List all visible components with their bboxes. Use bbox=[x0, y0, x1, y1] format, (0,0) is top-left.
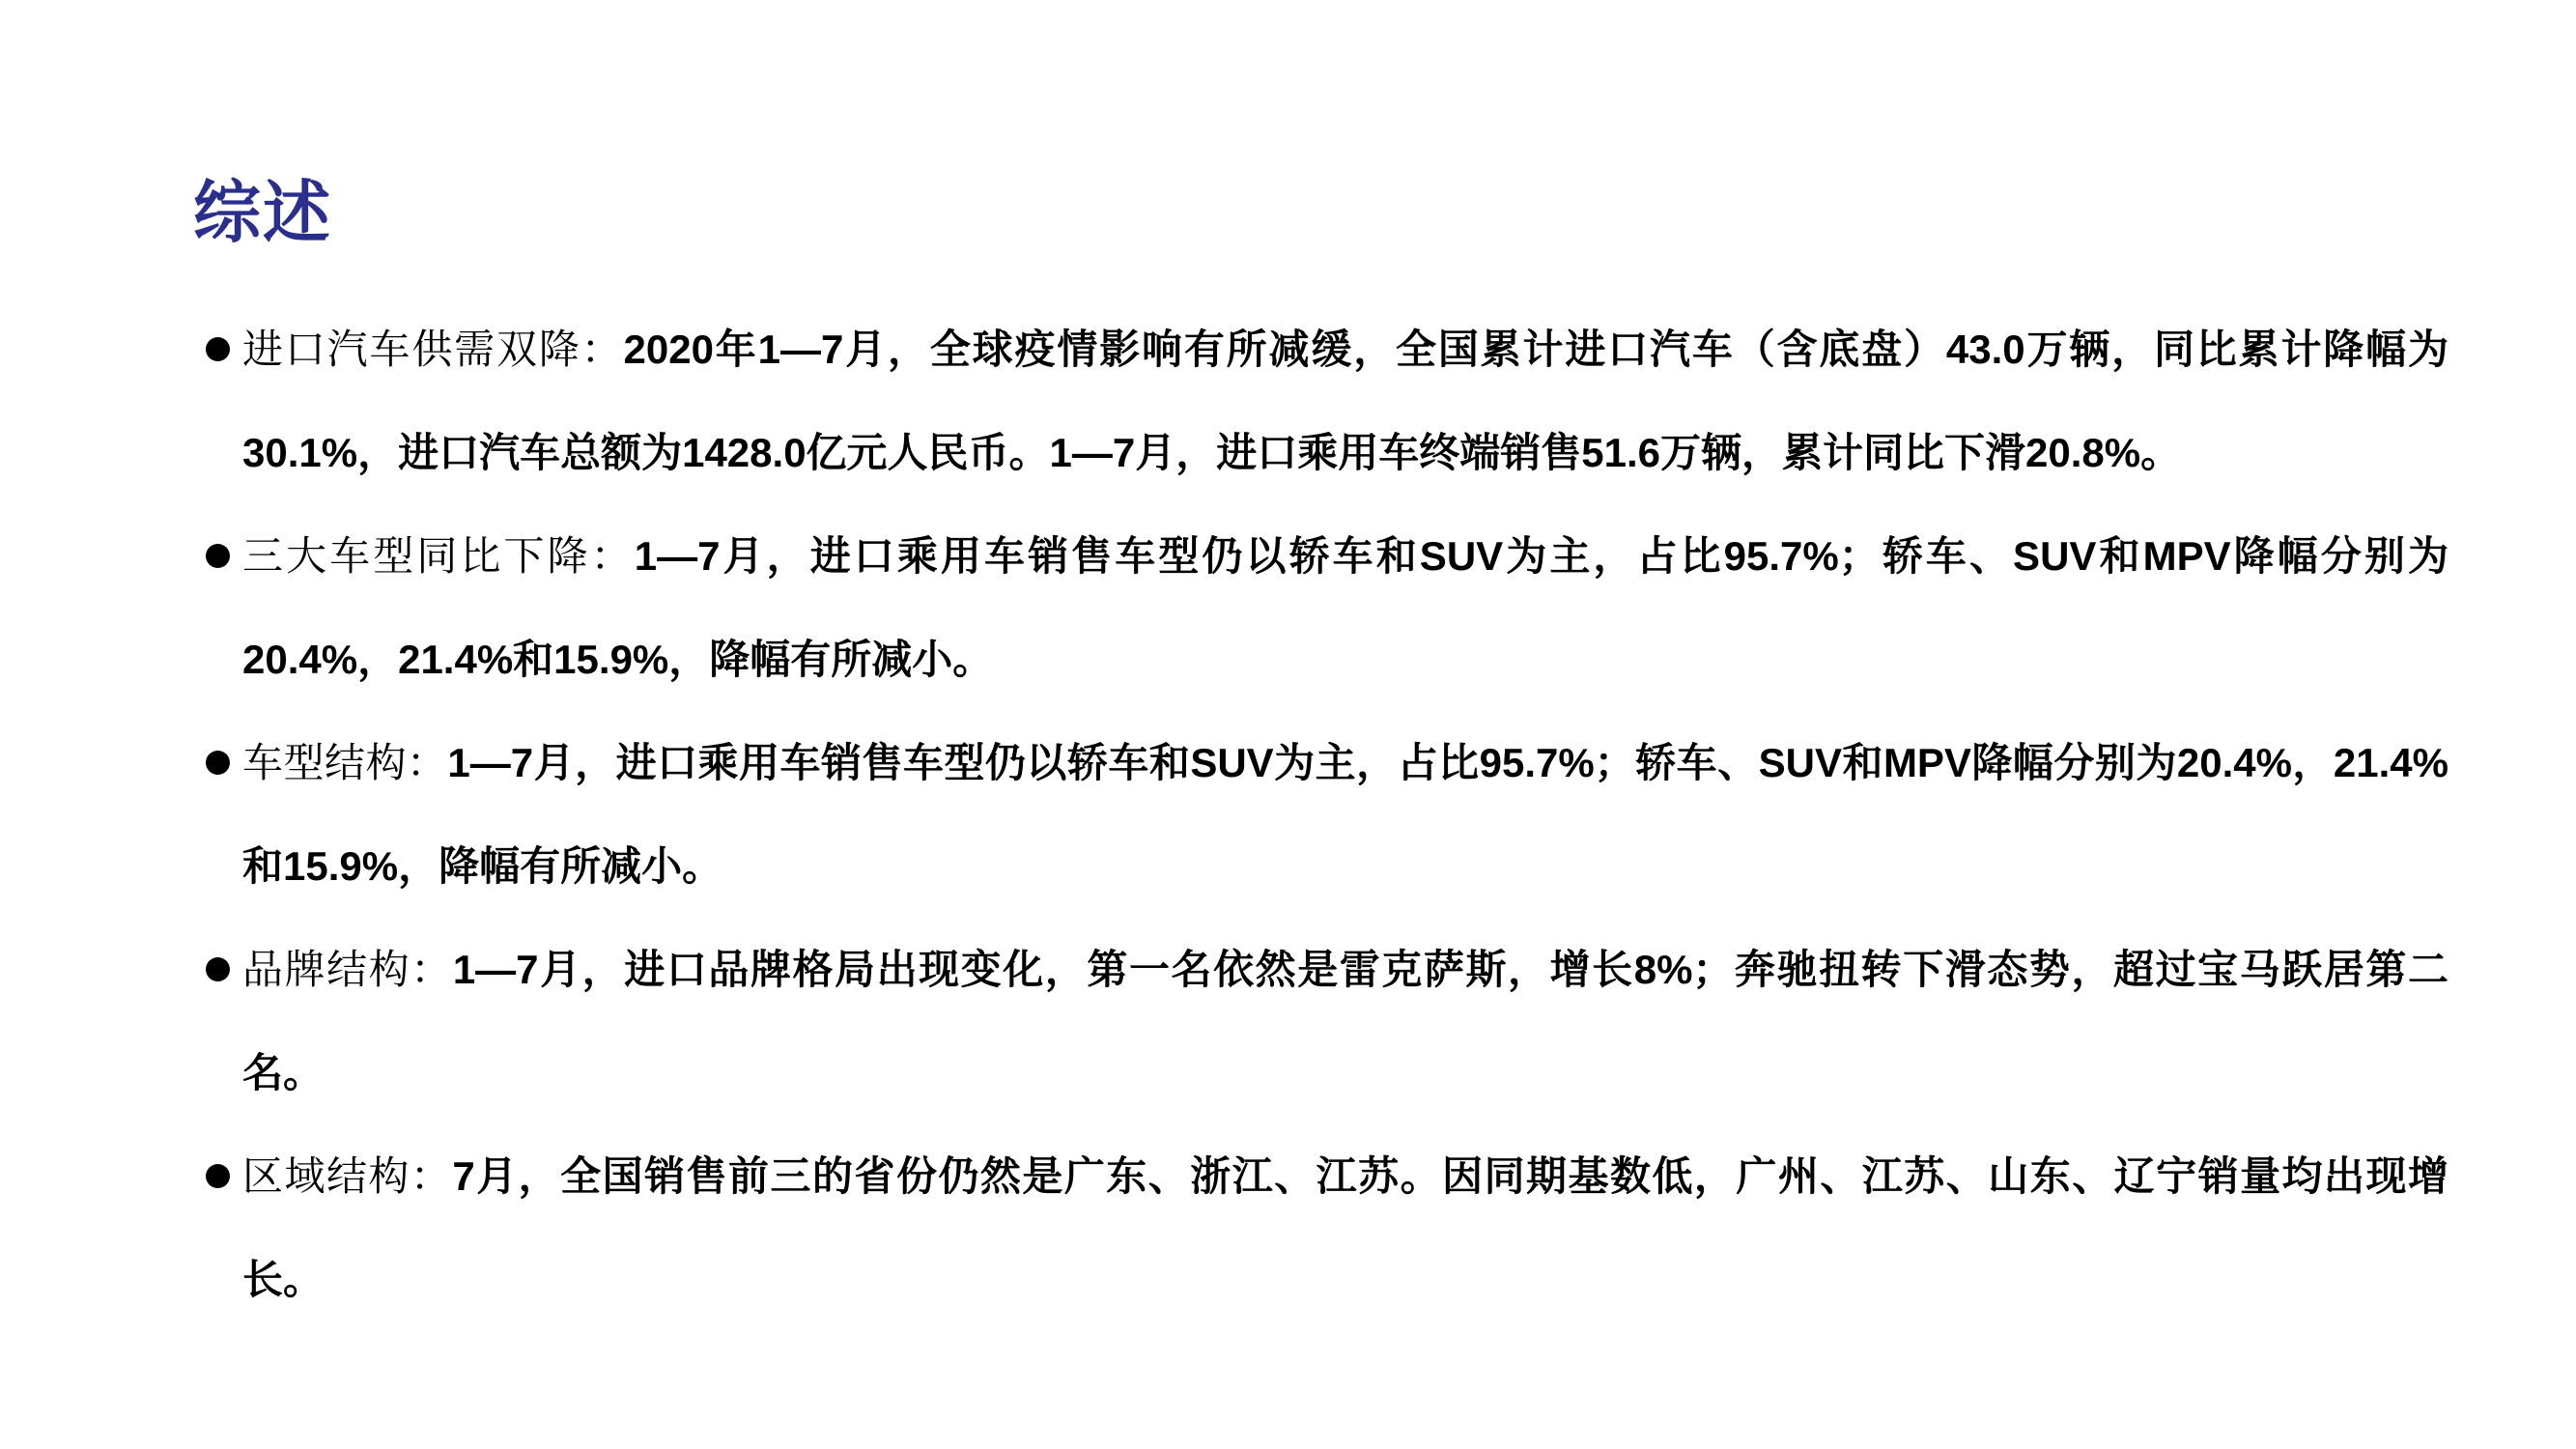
summary-bullet bbox=[198, 918, 2449, 1124]
bullet-icon bbox=[206, 957, 230, 981]
bullet-label: 进口汽车供需双降： bbox=[242, 327, 624, 372]
bullet-text: 2020年1—7月，全球疫情影响有所减缓，全国累计进口汽车（含底盘）43.0万辆，同比累计降幅为30.1%，进口汽车总额为1428.0亿元人民币。1—7月，进口乘用车终端销售51.6万辆，累计同比下滑20.8%。 bbox=[242, 327, 2449, 475]
summary-bullet bbox=[198, 298, 2449, 504]
bullet-icon bbox=[206, 337, 230, 361]
bullet-text: 7月，全国销售前三的省份仍然是广东、浙江、江苏。因同期基数低，广州、江苏、山东、辽宁销量均出现增长。 bbox=[242, 1153, 2449, 1302]
bullet-icon bbox=[206, 544, 230, 568]
bullet-label: 三大车型同比下降： bbox=[242, 533, 635, 579]
summary-bullet bbox=[198, 504, 2449, 711]
bullet-label: 车型结构： bbox=[242, 740, 448, 785]
bullet-text: 1—7月，进口乘用车销售车型仍以轿车和SUV为主，占比95.7%；轿车、SUV和MPV降幅分别为20.4%，21.4%和15.9%，降幅有所减小。 bbox=[242, 740, 2449, 889]
bullet-label: 区域结构： bbox=[242, 1153, 453, 1199]
summary-list bbox=[198, 298, 2449, 1331]
bullet-icon bbox=[206, 751, 230, 775]
summary-bullet bbox=[198, 1124, 2449, 1331]
bullet-text: 1—7月，进口乘用车销售车型仍以轿车和SUV为主，占比95.7%；轿车、SUV和MPV降幅分别为20.4%，21.4%和15.9%，降幅有所减小。 bbox=[242, 533, 2449, 682]
bullet-label: 品牌结构： bbox=[242, 947, 453, 992]
summary-bullet bbox=[198, 711, 2449, 918]
bullet-icon bbox=[206, 1164, 230, 1188]
page-title: 综述 bbox=[193, 175, 332, 250]
bullet-text: 1—7月，进口品牌格局出现变化，第一名依然是雷克萨斯，增长8%；奔驰扭转下滑态势，超过宝马跃居第二名。 bbox=[242, 947, 2449, 1095]
